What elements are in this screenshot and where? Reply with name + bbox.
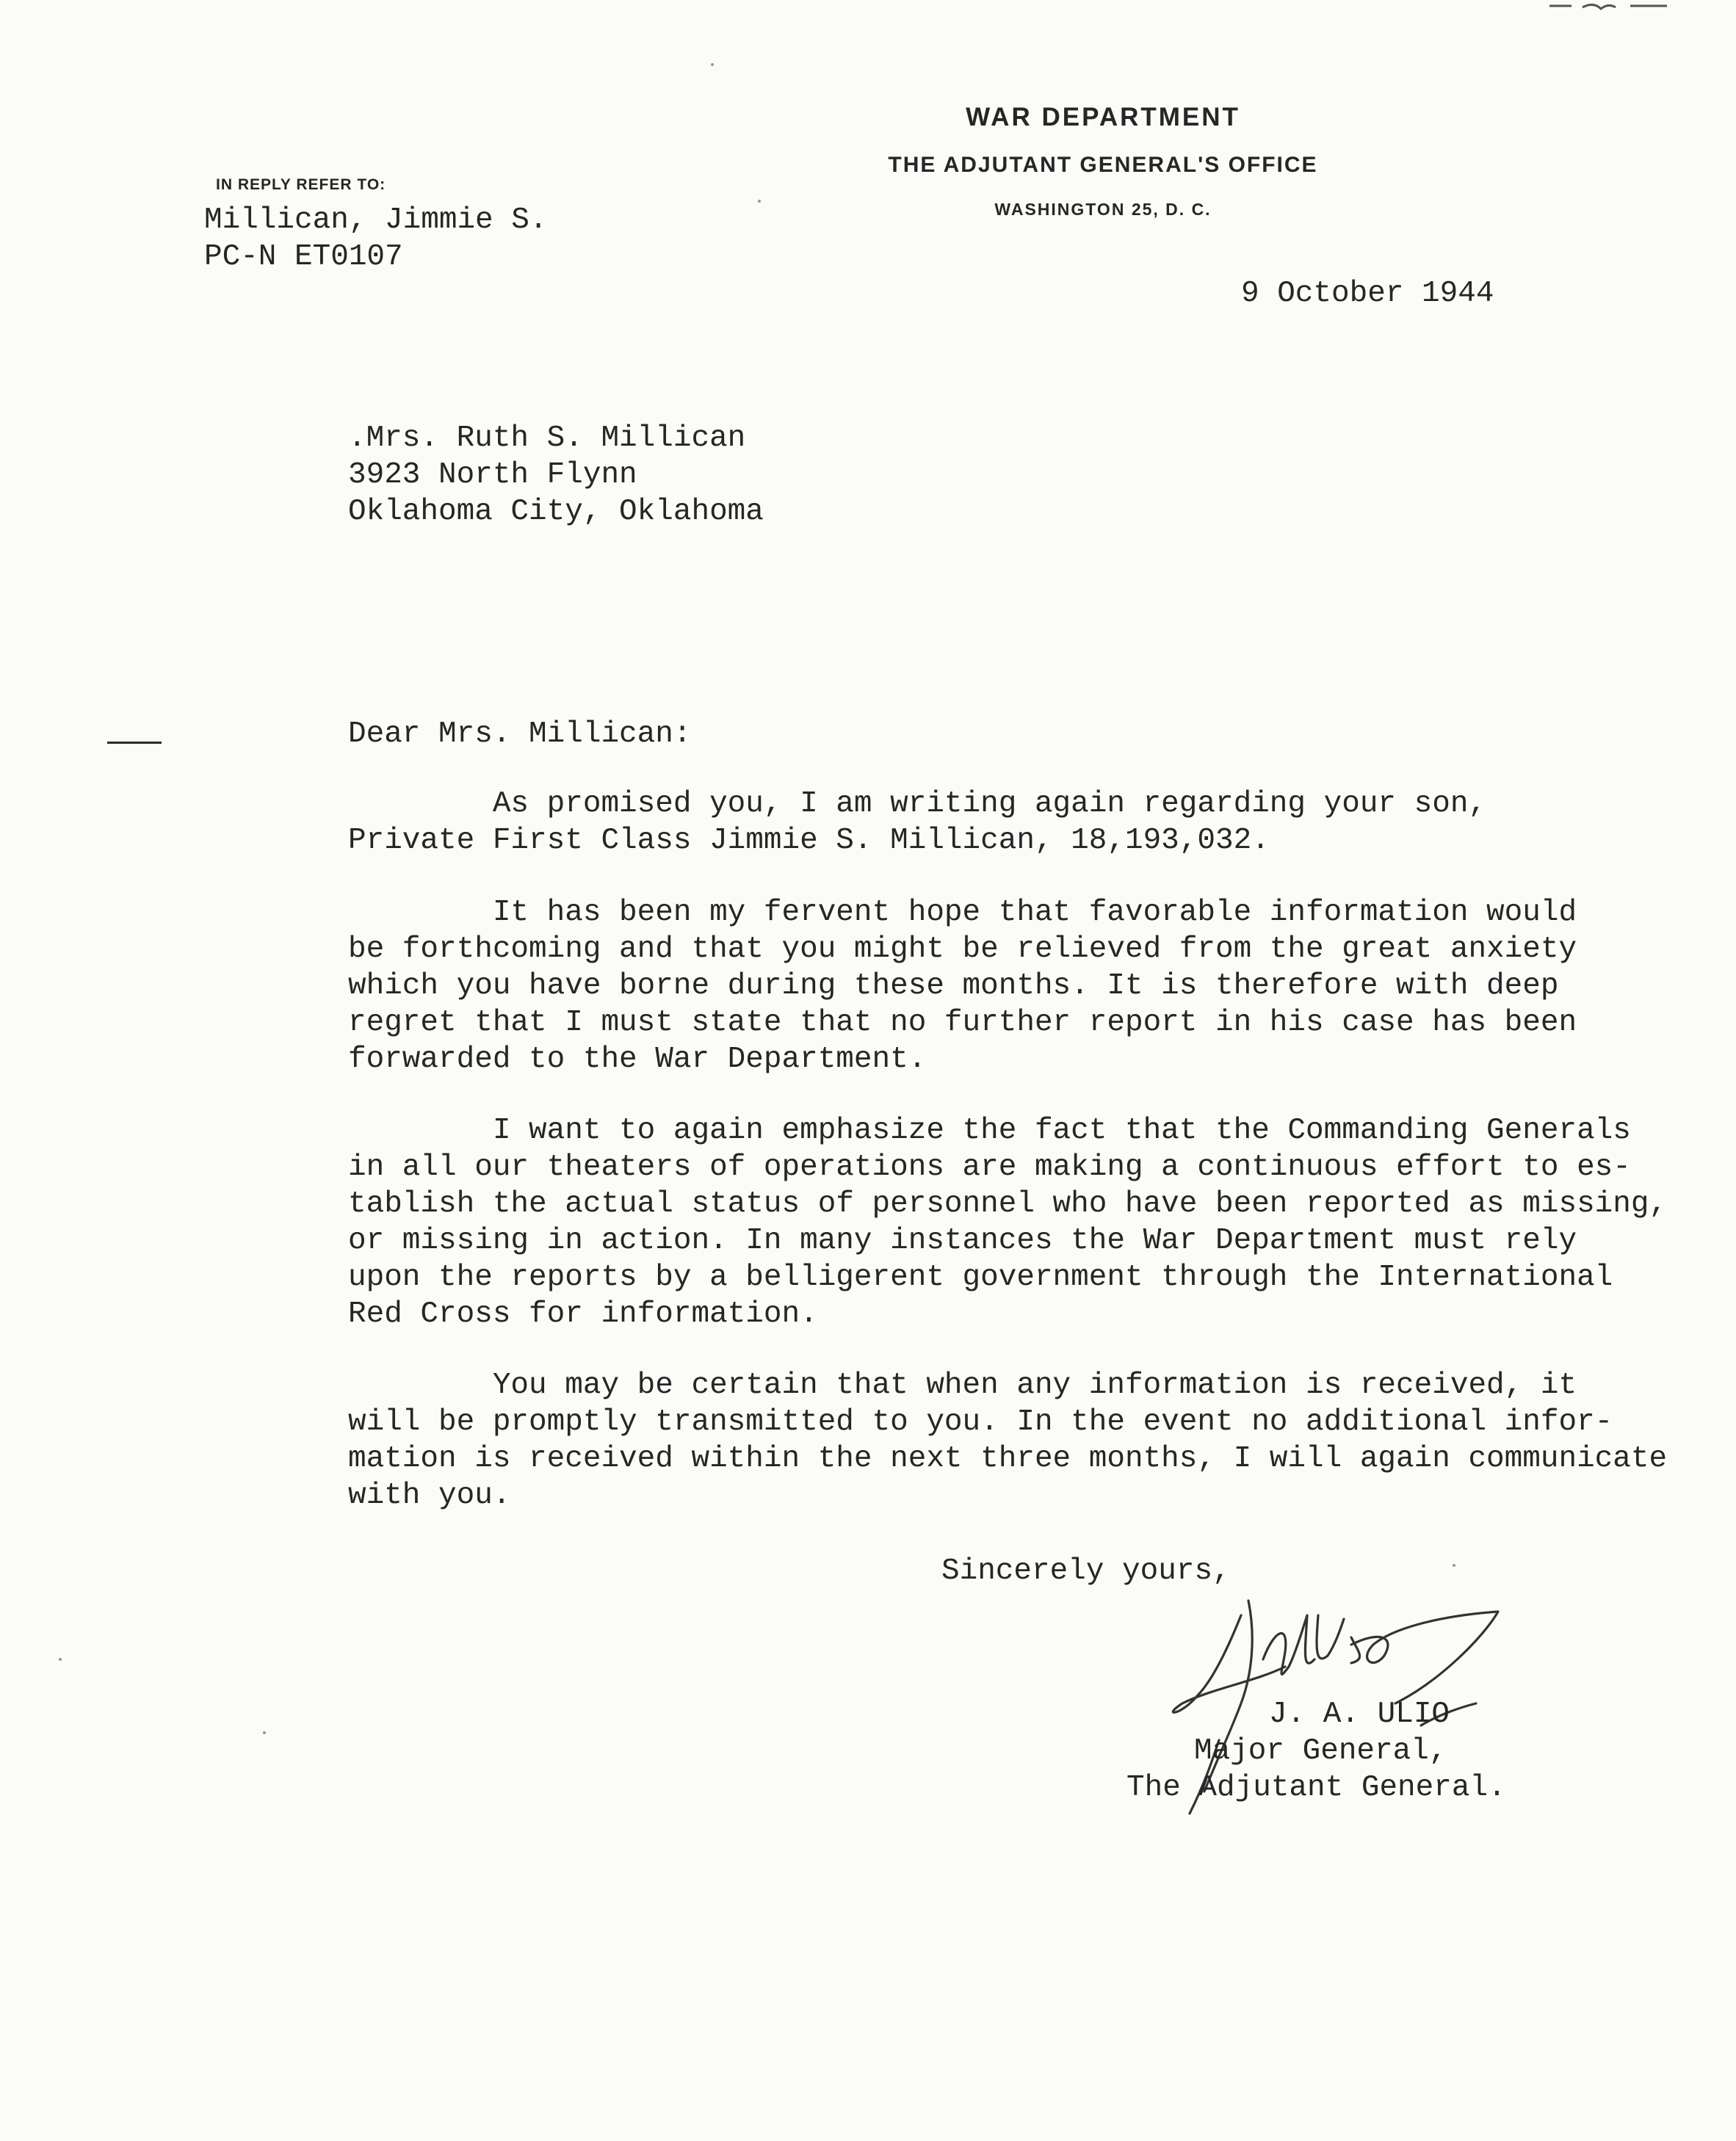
signer-title: The Adjutant General.	[1126, 1771, 1506, 1805]
paragraph-line: It has been my fervent hope that favorable information would	[348, 896, 1577, 930]
paragraph-line: will be promptly transmitted to you. In the event no additional infor-	[348, 1405, 1613, 1439]
paragraph-line: or missing in action. In many instances the War Department must rely	[348, 1224, 1577, 1258]
reply-refer-label: IN REPLY REFER TO:	[216, 176, 386, 193]
recipient-street: 3923 North Flynn	[348, 458, 637, 492]
paper-speck	[711, 63, 714, 66]
paragraph-line: As promised you, I am writing again regarding your son,	[348, 787, 1487, 821]
recipient-address	[348, 420, 764, 530]
paragraph-line: in all our theaters of operations are making a continuous effort to es-	[348, 1151, 1631, 1184]
letterhead-office: THE ADJUTANT GENERAL'S OFFICE	[888, 153, 1318, 177]
letter-date: 9 October 1944	[1241, 277, 1494, 311]
paragraph-line: with you.	[348, 1479, 511, 1513]
paragraph-line: mation is received within the next three months, I will again communicate	[348, 1442, 1668, 1476]
letterhead-city: WASHINGTON 25, D. C.	[994, 200, 1212, 219]
paragraph-line: Private First Class Jimmie S. Millican, 18,193,032.	[348, 824, 1270, 858]
recipient-city: Oklahoma City, Oklahoma	[348, 495, 764, 529]
reference-code: PC-N ET0107	[204, 240, 403, 274]
paragraph-line: You may be certain that when any information is received, it	[348, 1369, 1577, 1402]
salutation: Dear Mrs. Millican:	[348, 717, 692, 751]
paragraph-line: I want to again emphasize the fact that the Commanding Generals	[348, 1114, 1631, 1148]
reference-name: Millican, Jimmie S.	[204, 203, 548, 237]
paper-speck	[263, 1731, 266, 1734]
paragraph-4	[348, 1367, 1667, 1514]
paragraph-line: forwarded to the War Department.	[348, 1043, 927, 1076]
paragraph-line: be forthcoming and that you might be relieved from the great anxiety	[348, 932, 1577, 966]
paragraph-line: upon the reports by a belligerent government through the International	[348, 1261, 1613, 1294]
paragraph-line: regret that I must state that no further report in his case has been	[348, 1006, 1577, 1040]
paragraph-line: Red Cross for information.	[348, 1297, 818, 1331]
corner-handwriting-mark	[1542, 0, 1689, 15]
paragraph-line: which you have borne during these months. It is therefore with deep	[348, 969, 1559, 1003]
letterhead-department: WAR DEPARTMENT	[966, 103, 1240, 131]
paragraph-1	[348, 786, 1486, 859]
paragraph-3	[348, 1112, 1667, 1333]
signer-rank: Major General,	[1194, 1734, 1447, 1768]
paper-speck	[59, 1658, 62, 1661]
reference-block	[204, 202, 547, 275]
paragraph-line: tablish the actual status of personnel who have been reported as missing,	[348, 1187, 1668, 1221]
paper-speck	[758, 200, 761, 203]
paragraph-2	[348, 894, 1577, 1078]
margin-dash	[107, 742, 162, 744]
closing: Sincerely yours,	[941, 1554, 1231, 1588]
signer-name: J. A. ULIO	[1269, 1698, 1450, 1731]
recipient-name: .Mrs. Ruth S. Millican	[348, 421, 746, 455]
paper-speck	[1453, 1564, 1455, 1567]
